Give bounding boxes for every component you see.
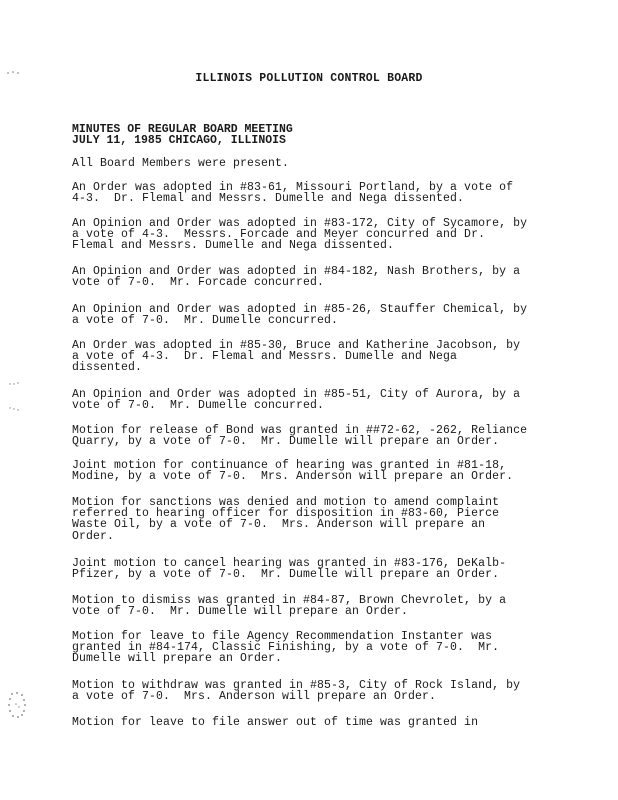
- paragraph-14: Motion to withdraw was granted in #85-3, City of Rock Island, by a vote of 7-0. Mrs. Anderson will prepare an Order.: [72, 679, 521, 704]
- document-title: ILLINOIS POLLUTION CONTROL BOARD: [195, 72, 423, 85]
- paragraph-8: Motion for release of Bond was granted in ##72-62, -262, Reliance Quarry, by a vote of 7-0. Mr. Dumelle will prepare an Order.: [72, 424, 528, 449]
- paragraph-6: An Order was adopted in #85-30, Bruce and Katherine Jacobson, by a vote of 4-3. Dr. Flemal and Messrs. Dumelle and Nega dissented.: [72, 339, 521, 375]
- paragraph-4: An Opinion and Order was adopted in #84-182, Nash Brothers, by a vote of 7-0. Mr. Forcade concurred.: [72, 265, 521, 290]
- scan-speck-mark: [8, 406, 20, 412]
- paragraph-11: Joint motion to cancel hearing was granted in #83-176, DeKalb- Pfizer, by a vote of 7-0. Mr. Dumelle will prepare an Order.: [72, 557, 507, 582]
- punch-hole-mark: [6, 690, 30, 720]
- scan-speck-mark: [8, 381, 20, 387]
- paragraph-13: Motion for leave to file Agency Recommendation Instanter was granted in #84-174, Classic Finishing, by a vote of 7-0. Mr. Dumelle will prepare an Order.: [72, 630, 500, 666]
- paragraph-12: Motion to dismiss was granted in #84-87, Brown Chevrolet, by a vote of 7-0. Mr. Dumelle will prepare an Order.: [72, 594, 507, 619]
- paragraph-3: An Opinion and Order was adopted in #83-172, City of Sycamore, by a vote of 4-3. Messrs. Forcade and Meyer concurred and Dr. Flemal and Messrs. Dumelle and Nega dissented.: [72, 217, 528, 253]
- meeting-heading-line2: JULY 11, 1985 CHICAGO, ILLINOIS: [72, 134, 286, 147]
- scan-speck-mark: [6, 70, 20, 76]
- meeting-heading-line1: MINUTES OF REGULAR BOARD MEETING: [72, 123, 293, 136]
- paragraph-15: Motion for leave to file answer out of time was granted in: [72, 716, 479, 729]
- paragraph-5: An Opinion and Order was adopted in #85-26, Stauffer Chemical, by a vote of 7-0. Mr. Dumelle concurred.: [72, 303, 528, 328]
- paragraph-1: All Board Members were present.: [72, 157, 290, 170]
- paragraph-10: Motion for sanctions was denied and motion to amend complaint referred to hearing officer for disposition in #83-60, Pierce Waste Oil, by a vote of 7-0. Mrs. Anderson will prepare an Order.: [72, 496, 500, 543]
- paragraph-7: An Opinion and Order was adopted in #85-51, City of Aurora, by a vote of 7-0. Mr. Dumelle concurred.: [72, 388, 521, 413]
- paragraph-2: An Order was adopted in #83-61, Missouri Portland, by a vote of 4-3. Dr. Flemal and Messrs. Dumelle and Nega dissented.: [72, 181, 514, 206]
- paragraph-9: Joint motion for continuance of hearing was granted in #81-18, Modine, by a vote of 7-0. Mrs. Anderson will prepare an Order.: [72, 459, 514, 484]
